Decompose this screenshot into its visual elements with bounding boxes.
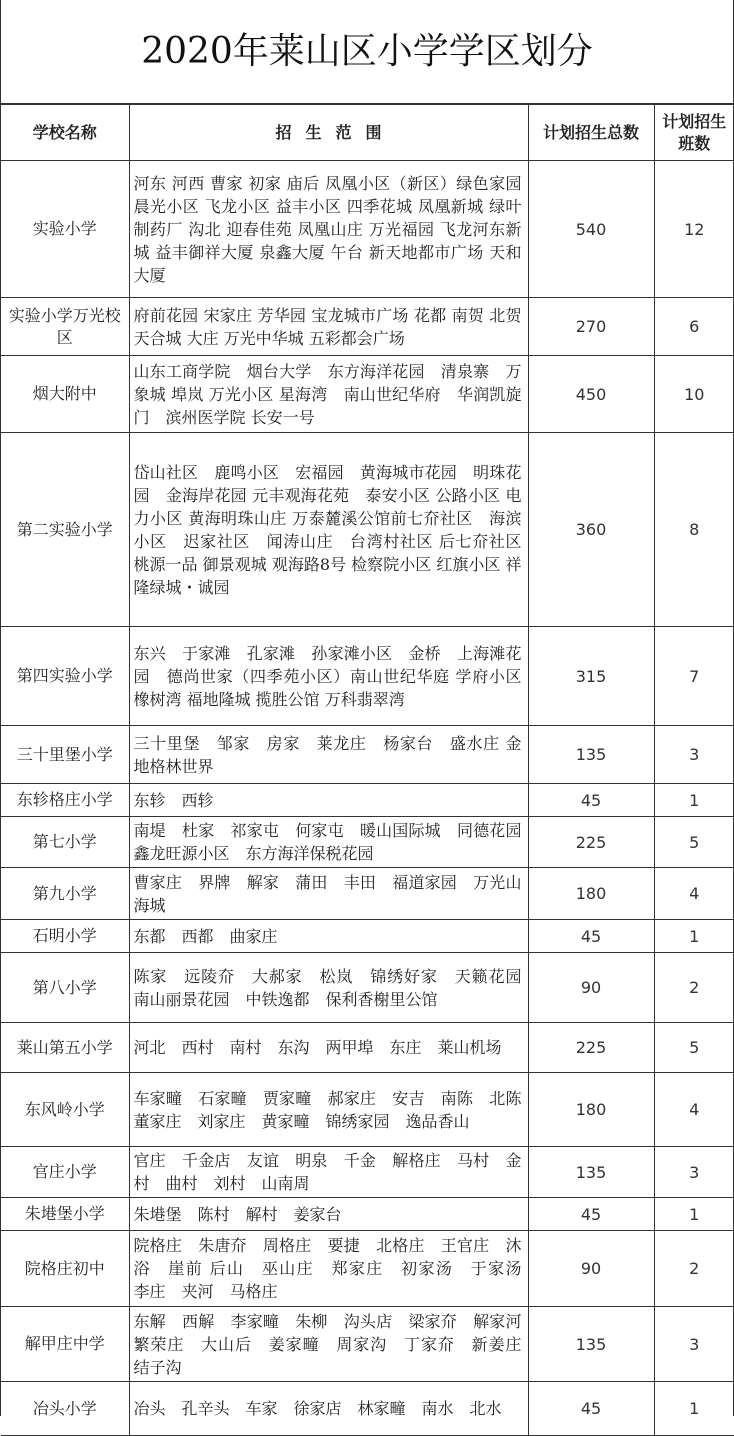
enrollment-scope: 府前花园 宋家庄 芳华园 宝龙城市广场 花都 南贺 北贺 天合城 大庄 万光中华城 五彩都会广场 xyxy=(129,298,528,356)
planned-total: 45 xyxy=(528,920,654,953)
enrollment-scope: 车家疃 石家疃 贾家疃 郝家庄 安吉 南陈 北陈 董家庄 刘家庄 黄家疃 锦绣家园 逸品香山 xyxy=(129,1073,528,1147)
enrollment-scope: 院格庄 朱唐夼 周格庄 要捷 北格庄 王官庄 沐浴 崖前 后山 巫山庄 郑家庄 初家汤 于家汤 李庄 夹河 马格庄 xyxy=(129,1231,528,1307)
school-name: 东风岭小学 xyxy=(1,1073,129,1147)
planned-total: 45 xyxy=(528,1382,654,1436)
school-name: 莱山第五小学 xyxy=(1,1023,129,1073)
planned-classes: 5 xyxy=(654,1023,734,1073)
planned-classes: 6 xyxy=(654,298,734,356)
table-row xyxy=(1,433,734,627)
table-row xyxy=(1,161,734,298)
enrollment-scope: 东都 西都 曲家庄 xyxy=(129,920,528,953)
planned-total: 180 xyxy=(528,868,654,920)
school-name: 第二实验小学 xyxy=(1,433,129,627)
planned-total: 225 xyxy=(528,817,654,868)
planned-classes: 4 xyxy=(654,868,734,920)
enrollment-scope: 曹家庄 界牌 解家 蒲田 丰田 福道家园 万光山海城 xyxy=(129,868,528,920)
planned-total: 45 xyxy=(528,1198,654,1231)
planned-classes: 3 xyxy=(654,726,734,784)
enrollment-scope: 陈家 远陵夼 大郝家 松岚 锦绣好家 天籁花园 南山丽景花园 中铁逸都 保利香榭里公馆 xyxy=(129,953,528,1023)
planned-classes: 5 xyxy=(654,817,734,868)
planned-total: 135 xyxy=(528,726,654,784)
planned-total: 225 xyxy=(528,1023,654,1073)
planned-classes: 1 xyxy=(654,920,734,953)
school-name: 解甲庄中学 xyxy=(1,1307,129,1382)
school-name: 东轸格庄小学 xyxy=(1,784,129,817)
header-range: 招生范围 xyxy=(129,105,528,161)
table-row xyxy=(1,868,734,920)
planned-total: 135 xyxy=(528,1307,654,1382)
planned-classes: 4 xyxy=(654,1073,734,1147)
school-name: 实验小学 xyxy=(1,161,129,298)
planned-classes: 2 xyxy=(654,1231,734,1307)
table-row xyxy=(1,298,734,356)
table-row xyxy=(1,1231,734,1307)
table-header-row xyxy=(1,105,734,161)
enrollment-scope: 朱塂堡 陈村 解村 姜家台 xyxy=(129,1198,528,1231)
district-table xyxy=(1,104,734,1436)
table-row xyxy=(1,356,734,433)
planned-classes: 3 xyxy=(654,1307,734,1382)
table-row xyxy=(1,1147,734,1198)
planned-classes: 1 xyxy=(654,1382,734,1436)
planned-total: 315 xyxy=(528,627,654,726)
enrollment-scope: 南堤 杜家 祁家屯 何家屯 暖山国际城 同德花园 鑫龙旺源小区 东方海洋保税花园 xyxy=(129,817,528,868)
table-row xyxy=(1,1382,734,1436)
planned-total: 360 xyxy=(528,433,654,627)
school-name: 朱塂堡小学 xyxy=(1,1198,129,1231)
enrollment-scope: 岱山社区 鹿鸣小区 宏福园 黄海城市花园 明珠花园 金海岸花园 元丰观海花苑 泰安小区 公路小区 电力小区 黄海明珠山庄 万泰麓溪公馆前七夼社区 海滨小区 迟家社区 闻涛山庄 台湾村社区 后七夼社区 桃源一品 御景观城 观海路8号 检察院小区 红旗小区 祥隆绿城・诚园 xyxy=(129,433,528,627)
planned-classes: 12 xyxy=(654,161,734,298)
planned-classes: 7 xyxy=(654,627,734,726)
table-row xyxy=(1,1198,734,1231)
table-row xyxy=(1,1073,734,1147)
header-classes: 计划招生班数 xyxy=(654,105,734,161)
planned-total: 90 xyxy=(528,1231,654,1307)
table-row xyxy=(1,817,734,868)
planned-classes: 2 xyxy=(654,953,734,1023)
school-name: 实验小学万光校区 xyxy=(1,298,129,356)
school-name: 石明小学 xyxy=(1,920,129,953)
planned-total: 450 xyxy=(528,356,654,433)
table-row xyxy=(1,784,734,817)
enrollment-scope: 河东 河西 曹家 初家 庙后 凤凰小区（新区）绿色家园 晨光小区 飞龙小区 益丰小区 四季花城 凤凰新城 绿叶制药厂 沟北 迎春佳苑 凤凰山庄 万光福园 飞龙河东新城 益丰御祥大厦 泉鑫大厦 午台 新天地都市广场 天和大厦 xyxy=(129,161,528,298)
enrollment-scope: 东解 西解 李家疃 朱柳 沟头店 梁家夼 解家河 繁荣庄 大山后 姜家疃 周家沟 丁家夼 新姜庄 结子沟 xyxy=(129,1307,528,1382)
planned-total: 270 xyxy=(528,298,654,356)
planned-total: 135 xyxy=(528,1147,654,1198)
enrollment-scope: 三十里堡 邹家 房家 莱龙庄 杨家台 盛水庄 金地格林世界 xyxy=(129,726,528,784)
school-name: 冶头小学 xyxy=(1,1382,129,1436)
enrollment-scope: 冶头 孔辛头 车家 徐家店 林家疃 南水 北水 xyxy=(129,1382,528,1436)
school-name: 官庄小学 xyxy=(1,1147,129,1198)
page-title: 2020年莱山区小学学区划分 xyxy=(1,0,733,104)
planned-classes: 8 xyxy=(654,433,734,627)
header-total: 计划招生总数 xyxy=(528,105,654,161)
school-name: 三十里堡小学 xyxy=(1,726,129,784)
table-row xyxy=(1,627,734,726)
header-school-name: 学校名称 xyxy=(1,105,129,161)
enrollment-scope: 河北 西村 南村 东沟 两甲埠 东庄 莱山机场 xyxy=(129,1023,528,1073)
school-name: 第七小学 xyxy=(1,817,129,868)
table-row xyxy=(1,920,734,953)
planned-total: 90 xyxy=(528,953,654,1023)
enrollment-scope: 官庄 千金店 友谊 明泉 千金 解格庄 马村 金村 曲村 刘村 山南周 xyxy=(129,1147,528,1198)
school-name: 第八小学 xyxy=(1,953,129,1023)
planned-classes: 1 xyxy=(654,1198,734,1231)
enrollment-scope: 东轸 西轸 xyxy=(129,784,528,817)
planned-total: 45 xyxy=(528,784,654,817)
table-row xyxy=(1,1023,734,1073)
table-row xyxy=(1,953,734,1023)
planned-total: 540 xyxy=(528,161,654,298)
planned-classes: 3 xyxy=(654,1147,734,1198)
school-name: 院格庄初中 xyxy=(1,1231,129,1307)
planned-classes: 10 xyxy=(654,356,734,433)
enrollment-scope: 东兴 于家滩 孔家滩 孙家滩小区 金桥 上海滩花园 德尚世家（四季苑小区）南山世纪华庭 学府小区 橡树湾 福地隆城 揽胜公馆 万科翡翠湾 xyxy=(129,627,528,726)
table-row xyxy=(1,1307,734,1382)
planned-total: 180 xyxy=(528,1073,654,1147)
table-row xyxy=(1,726,734,784)
planned-classes: 1 xyxy=(654,784,734,817)
school-name: 第四实验小学 xyxy=(1,627,129,726)
school-name: 烟大附中 xyxy=(1,356,129,433)
enrollment-scope: 山东工商学院 烟台大学 东方海洋花园 清泉寨 万象城 埠岚 万光小区 星海湾 南山世纪华府 华润凯旋门 滨州医学院 长安一号 xyxy=(129,356,528,433)
school-name: 第九小学 xyxy=(1,868,129,920)
